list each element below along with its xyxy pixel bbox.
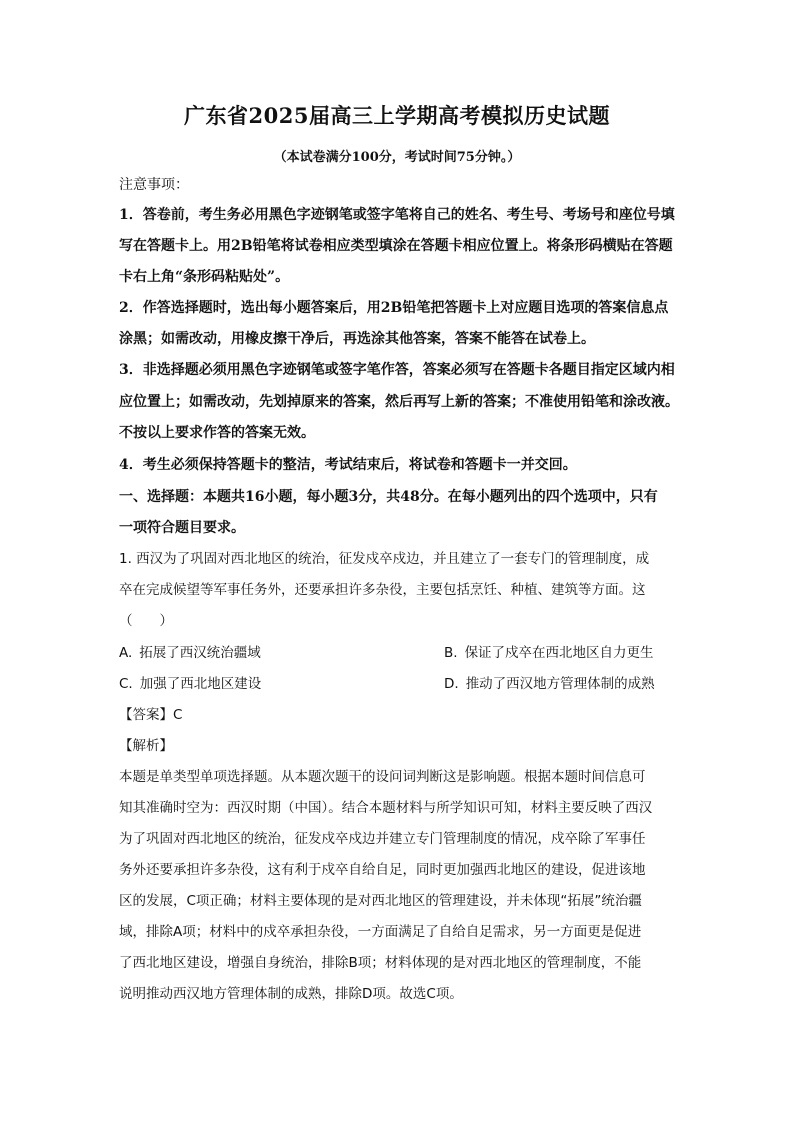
notice-line: 不按以上要求作答的答案无效。 xyxy=(119,425,315,441)
analysis-line: 知其准确时空为：西汉时期（中国）。结合本题材料与所学知识可知，材料主要反映了西汉 xyxy=(119,800,653,816)
notice-line: 应位置上；如需改动，先划掉原来的答案，然后再写上新的答案；不准使用铅笔和涂改液。 xyxy=(119,394,679,410)
option-letter: C. xyxy=(119,676,133,692)
option-text: 拓展了西汉统治疆域 xyxy=(139,645,261,661)
option-letter: B. xyxy=(444,645,458,661)
page-title: 广东省2025届高三上学期高考模拟历史试题 xyxy=(184,103,610,128)
option-a xyxy=(119,644,261,662)
notice-line: 4．考生必须保持答题卡的整洁，考试结束后，将试卷和答题卡一并交回。 xyxy=(119,457,577,473)
analysis-line: 了西北地区建设，增强自身统治，排除B项；材料体现的是对西北地区的管理制度，不能 xyxy=(119,955,642,971)
analysis-line: 域，排除A项；材料中的戍卒承担杂役，一方面满足了自给自足需求，另一方面更是促进 xyxy=(119,924,642,940)
analysis-line: 为了巩固对西北地区的统治，征发戍卒戍边并建立专门管理制度的情况，戍卒除了军事任 xyxy=(119,831,646,847)
option-d xyxy=(444,675,655,693)
analysis-line: 区的发展，C项正确；材料主要体现的是对西北地区的管理建设，并未体现“拓展”统治疆 xyxy=(119,893,642,909)
analysis-label: 【解析】 xyxy=(119,738,173,754)
option-text: 推动了西汉地方管理体制的成熟 xyxy=(465,676,655,692)
notice-line: 1．答卷前，考生务必用黑色字迹钢笔或签字笔将自己的姓名、考生号、考场号和座位号填 xyxy=(119,207,675,223)
notice-line: 涂黑；如需改动，用橡皮擦干净后，再选涂其他答案，答案不能答在试卷上。 xyxy=(119,331,595,347)
question-stem-line: 卒在完成候望等军事任务外，还要承担许多杂役，主要包括烹饪、种植、建筑等方面。这 xyxy=(119,582,646,598)
answer-line: 【答案】C xyxy=(119,707,183,723)
question-stem-line: （ ） xyxy=(119,613,173,629)
section-heading: 一项符合题目要求。 xyxy=(119,520,245,536)
option-letter: D. xyxy=(444,676,459,692)
option-b xyxy=(444,644,654,662)
section-heading: 一、选择题：本题共16小题，每小题3分，共48分。在每小题列出的四个选项中，只有 xyxy=(119,489,658,505)
analysis-line: 说明推动西汉地方管理体制的成熟，排除D项。故选C项。 xyxy=(119,986,463,1002)
notice-heading: 注意事项： xyxy=(119,177,189,193)
notice-line: 卡右上角“条形码粘贴处”。 xyxy=(119,269,290,285)
option-text: 加强了西北地区建设 xyxy=(139,676,262,692)
analysis-line: 务外还要承担许多杂役，这有利于戍卒自给自足，同时更加强西北地区的建设，促进该地 xyxy=(119,862,646,878)
option-text: 保证了戍卒在西北地区自力更生 xyxy=(464,645,654,661)
analysis-line: 本题是单类型单项选择题。从本题次题干的设问词判断这是影响题。根据本题时间信息可 xyxy=(119,769,646,785)
notice-line: 写在答题卡上。用2B铅笔将试卷相应类型填涂在答题卡相应位置上。将条形码横贴在答题 xyxy=(119,238,673,254)
notice-line: 2．作答选择题时，选出每小题答案后，用2B铅笔把答题卡上对应题目选项的答案信息点 xyxy=(119,300,669,316)
option-c xyxy=(119,675,261,693)
notice-line: 3．非选择题必须用黑色字迹钢笔或签字笔作答，答案必须写在答题卡各题目指定区域内相 xyxy=(119,362,675,378)
question-stem-line: 1. 西汉为了巩固对西北地区的统治，征发戍卒戍边，并且建立了一套专门的管理制度，成 xyxy=(119,551,650,567)
exam-info-subtitle: （本试卷满分100分，考试时间75分钟。） xyxy=(273,150,521,165)
option-letter: A. xyxy=(119,645,133,661)
